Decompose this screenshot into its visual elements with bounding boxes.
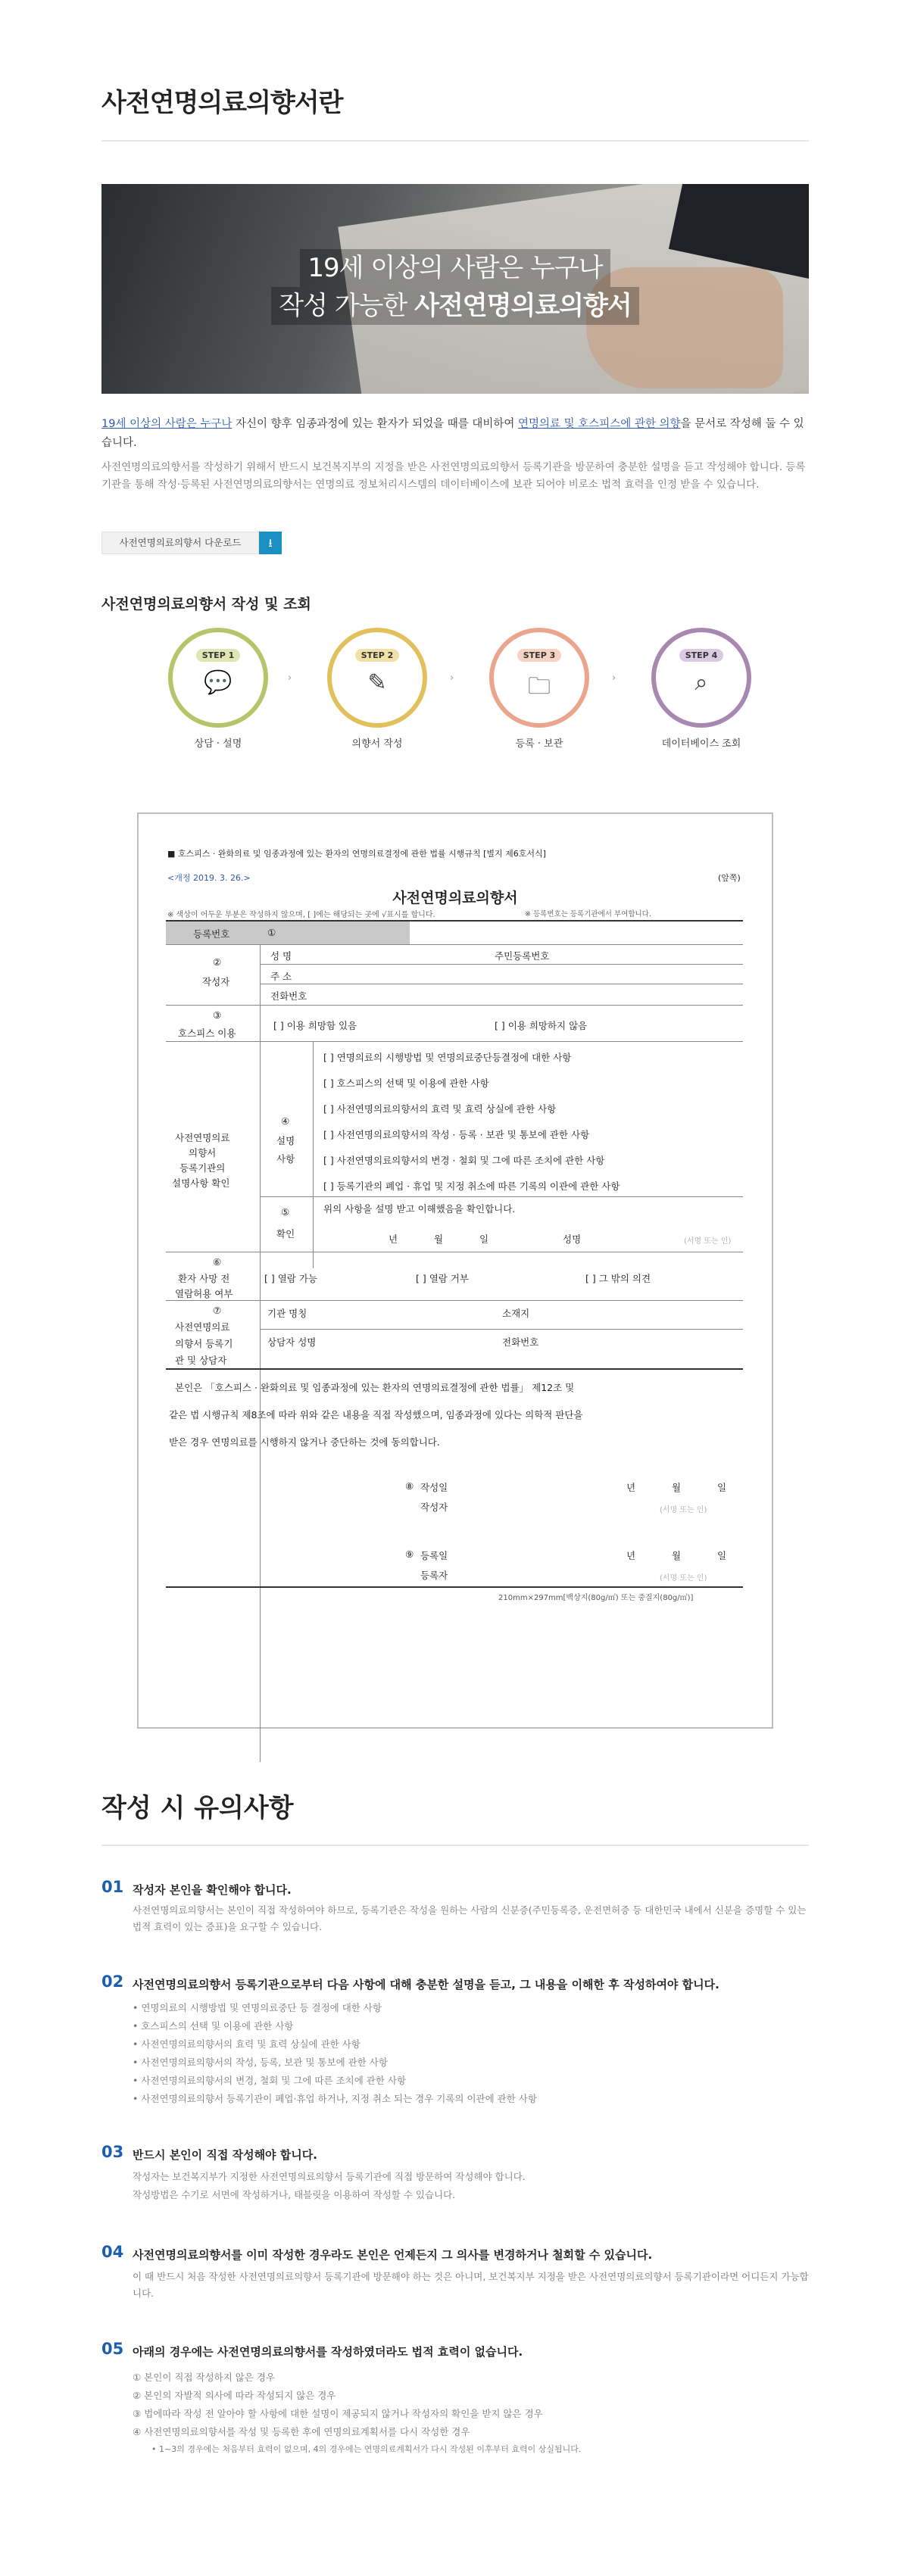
step-2-label: 의향서 작성 — [351, 738, 403, 750]
explain-item-6: [ ] 등록기관의 폐업 · 휴업 및 지정 취소에 따른 기록의 이관에 관한 사항 — [323, 1180, 620, 1192]
form-note-right: ※ 등록번호는 등록기관에서 부여합니다. — [525, 910, 651, 918]
step-4-badge: STEP 4 — [679, 649, 724, 662]
explain-item-3: [ ] 사전연명의료의향서의 효력 및 효력 상실에 관한 사항 — [323, 1103, 557, 1115]
written-label: 작성일 — [420, 1482, 448, 1493]
view-mark: ⑥ — [213, 1256, 222, 1268]
note-2-bullet-2: • 호스피스의 선택 및 이용에 관한 사항 — [133, 2020, 294, 2032]
org-phone: 전화번호 — [502, 1336, 539, 1348]
written-year: 년 — [626, 1482, 636, 1493]
written-month: 월 — [672, 1482, 682, 1493]
note-4-title: 사전연명의료의향서를 이미 작성한 경우라도 본인은 언제든지 그 의사를 변경하거나 철회할 수 있습니다. — [133, 2248, 653, 2262]
explain-item-1: [ ] 연명의료의 시행방법 및 연명의료중단등결정에 대한 사항 — [323, 1052, 572, 1063]
phone-field: 전화번호 — [270, 990, 307, 1002]
registered-sign-hint: (서명 또는 인) — [660, 1574, 707, 1583]
step-1-badge: STEP 1 — [196, 649, 241, 662]
pen-icon: ✎ — [367, 669, 387, 696]
statement-2: 같은 법 시행규칙 제8조에 따라 위와 같은 내용을 직접 작성했으며, 임종과정에 있다는 의학적 판단을 — [169, 1409, 583, 1421]
steps-title: 사전연명의료의향서 작성 및 조회 — [101, 596, 311, 613]
notes-title: 작성 시 유의사항 — [101, 1793, 294, 1823]
confirm-text: 위의 사항을 설명 받고 이해했음을 확인합니다. — [323, 1203, 516, 1215]
address-field: 주 소 — [270, 971, 292, 982]
note-5-item-1: ① 본인이 직접 작성하지 않은 경우 — [133, 2372, 276, 2383]
note-3-num: 03 — [101, 2143, 124, 2161]
org-addr: 소재지 — [502, 1308, 530, 1319]
statement-3: 받은 경우 연명의료를 시행하지 않거나 중단하는 것에 동의합니다. — [169, 1436, 440, 1448]
note-2-bullet-4: • 사전연명의료의향서의 작성, 등록, 보관 및 통보에 관한 사항 — [133, 2057, 388, 2068]
explain-label-1: 사전연명의료 — [175, 1132, 230, 1143]
form-revision: <개정 2019. 3. 26.> — [167, 873, 251, 883]
note-2-bullet-1: • 연명의료의 시행방법 및 연명의료중단 등 결정에 대한 사항 — [133, 2002, 382, 2013]
note-2-bullet-6: • 사전연명의료의향서 등록기관이 폐업·휴업 하거나, 지정 취소 되는 경우 기록의 이관에 관한 사항 — [133, 2093, 537, 2104]
view-yes: [ ] 열람 가능 — [264, 1273, 317, 1284]
intro-text — [101, 415, 813, 453]
registered-mark: ⑨ — [405, 1548, 414, 1560]
confirm-month: 월 — [434, 1233, 444, 1245]
note-5-num: 05 — [101, 2340, 124, 2358]
view-label-1: 환자 사망 전 — [178, 1273, 230, 1284]
banner-line-2-pre: 작성 가능한 — [279, 291, 415, 321]
note-1-num: 01 — [101, 1878, 124, 1896]
intro-link-hospice[interactable]: 연명의료 및 호스피스에 관한 의향 — [518, 418, 681, 430]
folder-icon: 🗀 — [528, 673, 551, 700]
registered-month: 월 — [672, 1550, 682, 1561]
note-1-title: 작성자 본인을 확인해야 합니다. — [133, 1883, 292, 1897]
explain-label-2: 의향서 — [189, 1147, 217, 1159]
step-3-label: 등록 · 보관 — [515, 738, 563, 750]
counselor: 상담자 성명 — [267, 1336, 317, 1348]
intro-link-age[interactable]: 19세 이상의 사람은 누구나 — [101, 418, 233, 430]
reg-no-label: 등록번호 — [193, 928, 230, 940]
banner-line-2 — [271, 287, 638, 325]
form-note-left: ※ 색상이 어두운 부분은 작성하지 않으며, [ ]에는 해당되는 곳에 √표시를 합니다. — [167, 911, 435, 919]
written-by: 작성자 — [420, 1502, 448, 1513]
download-button[interactable]: 사전연명의료의향서 다운로드 — [101, 532, 259, 554]
explain-item-5: [ ] 사전연명의료의향서의 변경 · 철회 및 그에 따른 조치에 관한 사항 — [323, 1155, 605, 1166]
explain-item-4: [ ] 사전연명의료의향서의 작성 · 등록 · 보관 및 통보에 관한 사항 — [323, 1129, 590, 1140]
form-title: 사전연명의료의향서 — [392, 890, 518, 906]
step-3-badge: STEP 3 — [517, 649, 562, 662]
note-3-title: 반드시 본인이 직접 작성해야 합니다. — [133, 2148, 317, 2162]
explain-label-3: 등록기관의 — [179, 1162, 226, 1174]
confirm-year: 년 — [389, 1233, 398, 1245]
step-1-circle — [168, 628, 268, 728]
registered-by: 등록자 — [420, 1570, 448, 1581]
rrn-field: 주민등록번호 — [495, 950, 550, 962]
form-header: ■ 호스피스 · 완화의료 및 임종과정에 있는 환자의 연명의료결정에 관한 법률 시행규칙 [별지 제6호서식] — [167, 849, 546, 859]
hospice-label: 호스피스 이용 — [178, 1028, 236, 1039]
explain-sub-1: 설명 — [276, 1135, 295, 1146]
note-1-body: 사전연명의료의향서는 본인이 직접 작성하여야 하므로, 등록기관은 작성을 원하는 사람의 신분증(주민등록증, 운전면허증 등 대한민국 내에서 신분을 증명할 수 있는 법적 효력이 있는 증표)을 요구할 수 있습니다. — [133, 1904, 807, 1932]
step-4-circle — [651, 628, 751, 728]
view-other: [ ] 그 밖의 의견 — [585, 1273, 651, 1284]
explain-label-4: 설명사항 확인 — [172, 1177, 230, 1189]
note-2-title: 사전연명의료의향서 등록기관으로부터 다음 사항에 대해 충분한 설명을 듣고, 그 내용을 이해한 후 작성하여야 합니다. — [133, 1978, 719, 1991]
name-field: 성 명 — [270, 950, 292, 962]
banner-line-1: 19세 이상의 사람은 누구나 — [300, 249, 610, 287]
org-label-3: 관 및 상담자 — [175, 1355, 227, 1366]
explain-sub-2: 사항 — [276, 1153, 295, 1165]
step-2-badge: STEP 2 — [355, 649, 400, 662]
writer-mark: ② — [213, 956, 222, 968]
registered-label: 등록일 — [420, 1550, 448, 1561]
org-name: 기관 명칭 — [267, 1308, 307, 1319]
explain-item-2: [ ] 호스피스의 선택 및 이용에 관한 사항 — [323, 1077, 489, 1089]
banner-title — [101, 249, 809, 325]
note-3-body-2: 작성방법은 수기로 서면에 작성하거나, 태블릿을 이용하여 작성할 수 있습니다. — [133, 2189, 456, 2200]
hospice-no: [ ] 이용 희망하지 않음 — [495, 1020, 588, 1031]
form-side: (앞쪽) — [718, 873, 741, 883]
hospice-yes: [ ] 이용 희망함 있음 — [273, 1020, 357, 1031]
search-icon: ⌕ — [694, 669, 708, 696]
hospice-mark: ③ — [213, 1009, 222, 1021]
view-no: [ ] 열람 거부 — [416, 1273, 469, 1284]
registered-year: 년 — [626, 1550, 636, 1561]
written-mark: ⑧ — [405, 1480, 414, 1492]
org-label-2: 의향서 등록기 — [175, 1338, 233, 1349]
chevron-right-icon: › — [450, 672, 454, 684]
note-5-footnote: • 1~3의 경우에는 처음부터 효력이 없으며, 4의 경우에는 연명의료계획서가 다시 작성된 이후부터 효력이 상실됩니다. — [151, 2444, 582, 2454]
note-5-item-3: ③ 법에따라 작성 전 알아야 할 사항에 대한 설명이 제공되지 않거나 작성자의 확인을 받지 않은 경우 — [133, 2408, 543, 2419]
note-5-title: 아래의 경우에는 사전연명의료의향서를 작성하였더라도 법적 효력이 없습니다. — [133, 2345, 523, 2359]
chevron-right-icon: › — [612, 672, 616, 684]
written-day: 일 — [717, 1482, 727, 1493]
confirm-name-label: 성명 — [563, 1233, 582, 1245]
step-4-label: 데이터베이스 조회 — [661, 738, 741, 750]
hero-banner — [101, 184, 809, 394]
chat-icon: 💬 — [204, 669, 233, 696]
intro-text-1: 자신이 향후 임종과정에 있는 환자가 되었을 때를 대비하여 — [232, 418, 519, 430]
org-mark: ⑦ — [213, 1305, 222, 1316]
reg-no-mark: ① — [267, 927, 276, 938]
registered-day: 일 — [717, 1550, 727, 1561]
note-4-body: 이 때 반드시 처음 작성한 사전연명의료의향서 등록기관에 방문해야 하는 것은 아니며, 보건복지부 지정을 받은 사전연명의료의향서 등록기관이라면 어디든지 가능합니다. — [133, 2271, 809, 2299]
note-3-body: 작성자는 보건복지부가 지정한 사전연명의료의향서 등록기관에 직접 방문하여 작성해야 합니다. — [133, 2171, 526, 2182]
step-1-label: 상담 · 설명 — [194, 738, 242, 750]
note-2-num: 02 — [101, 1973, 124, 1991]
confirm-label: 확인 — [276, 1228, 295, 1240]
step-2-circle — [327, 628, 427, 728]
paper-spec: 210mm×297mm[백상지(80g/㎡) 또는 중질지(80g/㎡)] — [498, 1594, 694, 1602]
explain-mark: ④ — [281, 1115, 290, 1127]
intro-description: 사전연명의료의향서를 작성하기 위해서 반드시 보건복지부의 지정을 받은 사전연명의료의향서 등록기관을 방문하여 충분한 설명을 듣고 작성해야 합니다. 등록기관을 통해 작성·등록된 사전연명의료의향서는 연명의료 정보처리시스템의 데이터베이스에 보관 되어야 비로소 법적 효력을 인정 받을 수 있습니다. — [101, 461, 806, 491]
note-4-num: 04 — [101, 2243, 124, 2261]
confirm-mark: ⑤ — [281, 1206, 290, 1218]
intro-text-2: 을 문서로 작성해 둘 수 있습니다. — [101, 418, 804, 449]
statement-1: 본인은 「호스피스 · 완화의료 및 임종과정에 있는 환자의 연명의료결정에 관한 법률」 제12조 및 — [175, 1382, 575, 1393]
note-5-item-2: ② 본인의 자발적 의사에 따라 작성되지 않은 경우 — [133, 2390, 336, 2401]
page-title: 사전연명의료의향서란 — [101, 88, 343, 118]
banner-line-2-bold: 사전연명의료의향서 — [414, 291, 632, 321]
divider — [101, 1845, 809, 1846]
view-label-2: 열람허용 여부 — [175, 1288, 233, 1299]
chevron-right-icon: › — [288, 672, 292, 684]
confirm-day: 일 — [479, 1233, 489, 1245]
org-label-1: 사전연명의료 — [175, 1321, 230, 1333]
written-sign-hint: (서명 또는 인) — [660, 1506, 707, 1514]
note-2-bullet-3: • 사전연명의료의향서의 효력 및 효력 상실에 관한 사항 — [133, 2038, 360, 2050]
form-image — [137, 812, 773, 1729]
writer-label: 작성자 — [202, 976, 230, 987]
note-2-bullet-5: • 사전연명의료의향서의 변경, 철회 및 그에 따른 조치에 관한 사항 — [133, 2075, 407, 2086]
download-icon[interactable]: ⭳ — [259, 532, 282, 554]
confirm-sign-hint: (서명 또는 인) — [684, 1237, 732, 1246]
note-5-item-4: ④ 사전연명의료의향서를 작성 및 등록한 후에 연명의료계획서를 다시 작성한 경우 — [133, 2426, 470, 2437]
step-3-circle — [489, 628, 589, 728]
divider — [101, 140, 809, 142]
